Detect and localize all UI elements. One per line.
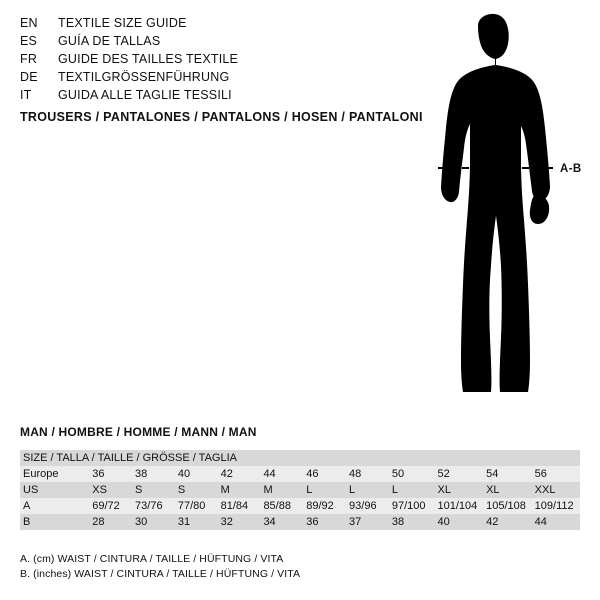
table-row xyxy=(20,482,580,498)
table-row-label: SIZE / TALLA / TAILLE / GRÖSSE / TAGLIA xyxy=(20,450,580,466)
garment-section-title: TROUSERS / PANTALONES / PANTALONS / HOSEN / PANTALONI xyxy=(20,110,423,124)
language-row-de xyxy=(20,68,400,86)
table-cell: 54 xyxy=(483,466,532,482)
man-silhouette-icon xyxy=(400,8,600,418)
table-cell: 37 xyxy=(346,514,389,530)
language-row-es xyxy=(20,32,400,50)
language-text-it: GUIDA ALLE TAGLIE TESSILI xyxy=(58,88,232,102)
table-row xyxy=(20,498,580,514)
language-text-de: TEXTILGRÖSSENFÜHRUNG xyxy=(58,70,230,84)
table-cell: 105/108 xyxy=(483,498,532,514)
language-code-es: ES xyxy=(20,34,38,48)
table-cell: L xyxy=(303,482,346,498)
table-cell: XXL xyxy=(532,482,580,498)
table-row-label: B xyxy=(20,514,89,530)
footnote-b: B. (inches) WAIST / CINTURA / TAILLE / HÜFTUNG / VITA xyxy=(20,568,301,580)
table-cell: 30 xyxy=(132,514,175,530)
language-text-es: GUÍA DE TALLAS xyxy=(58,34,161,48)
table-row xyxy=(20,450,580,466)
table-cell: 31 xyxy=(175,514,218,530)
table-cell: 69/72 xyxy=(89,498,132,514)
table-cell: 36 xyxy=(303,514,346,530)
table-cell: 50 xyxy=(389,466,435,482)
table-cell: 109/112 xyxy=(532,498,580,514)
table-row-label: A xyxy=(20,498,89,514)
language-text-fr: GUIDE DES TAILLES TEXTILE xyxy=(58,52,239,66)
table-cell: 44 xyxy=(532,514,580,530)
table-cell: M xyxy=(260,482,303,498)
table-cell: L xyxy=(346,482,389,498)
language-row-fr xyxy=(20,50,400,68)
language-code-en: EN xyxy=(20,16,38,30)
size-table xyxy=(20,450,580,530)
table-cell: M xyxy=(218,482,261,498)
table-cell: XL xyxy=(435,482,484,498)
table-cell: 52 xyxy=(435,466,484,482)
table-cell: 32 xyxy=(218,514,261,530)
table-cell: 89/92 xyxy=(303,498,346,514)
language-code-it: IT xyxy=(20,88,32,102)
figure-illustration xyxy=(400,8,600,418)
table-row xyxy=(20,466,580,482)
table-cell: 81/84 xyxy=(218,498,261,514)
table-cell: 48 xyxy=(346,466,389,482)
language-code-fr: FR xyxy=(20,52,38,66)
table-cell: 34 xyxy=(260,514,303,530)
table-cell: L xyxy=(389,482,435,498)
footnotes xyxy=(20,552,300,582)
table-cell: 73/76 xyxy=(132,498,175,514)
table-cell: 40 xyxy=(435,514,484,530)
table-row-label: Europe xyxy=(20,466,89,482)
table-cell: S xyxy=(132,482,175,498)
table-cell: 85/88 xyxy=(260,498,303,514)
table-cell: XL xyxy=(483,482,532,498)
table-cell: 56 xyxy=(532,466,580,482)
table-row-label: US xyxy=(20,482,89,498)
table-row xyxy=(20,514,580,530)
table-cell: 38 xyxy=(389,514,435,530)
footnote-a: A. (cm) WAIST / CINTURA / TAILLE / HÜFTUNG / VITA xyxy=(20,553,284,565)
table-title: MAN / HOMBRE / HOMME / MANN / MAN xyxy=(20,425,257,439)
table-cell: S xyxy=(175,482,218,498)
language-list xyxy=(20,14,400,104)
table-cell: 40 xyxy=(175,466,218,482)
table-cell: 38 xyxy=(132,466,175,482)
table-cell: 28 xyxy=(89,514,132,530)
language-text-en: TEXTILE SIZE GUIDE xyxy=(58,16,187,30)
table-cell: 101/104 xyxy=(435,498,484,514)
table-cell: 42 xyxy=(218,466,261,482)
table-cell: 44 xyxy=(260,466,303,482)
table-cell: 42 xyxy=(483,514,532,530)
table-cell: 93/96 xyxy=(346,498,389,514)
table-cell: 97/100 xyxy=(389,498,435,514)
table-cell: 77/80 xyxy=(175,498,218,514)
language-row-en xyxy=(20,14,400,32)
table-cell: 46 xyxy=(303,466,346,482)
table-cell: 36 xyxy=(89,466,132,482)
language-code-de: DE xyxy=(20,70,38,84)
language-row-it xyxy=(20,86,400,104)
table-cell: XS xyxy=(89,482,132,498)
measure-label-ab: A-B xyxy=(560,163,582,175)
